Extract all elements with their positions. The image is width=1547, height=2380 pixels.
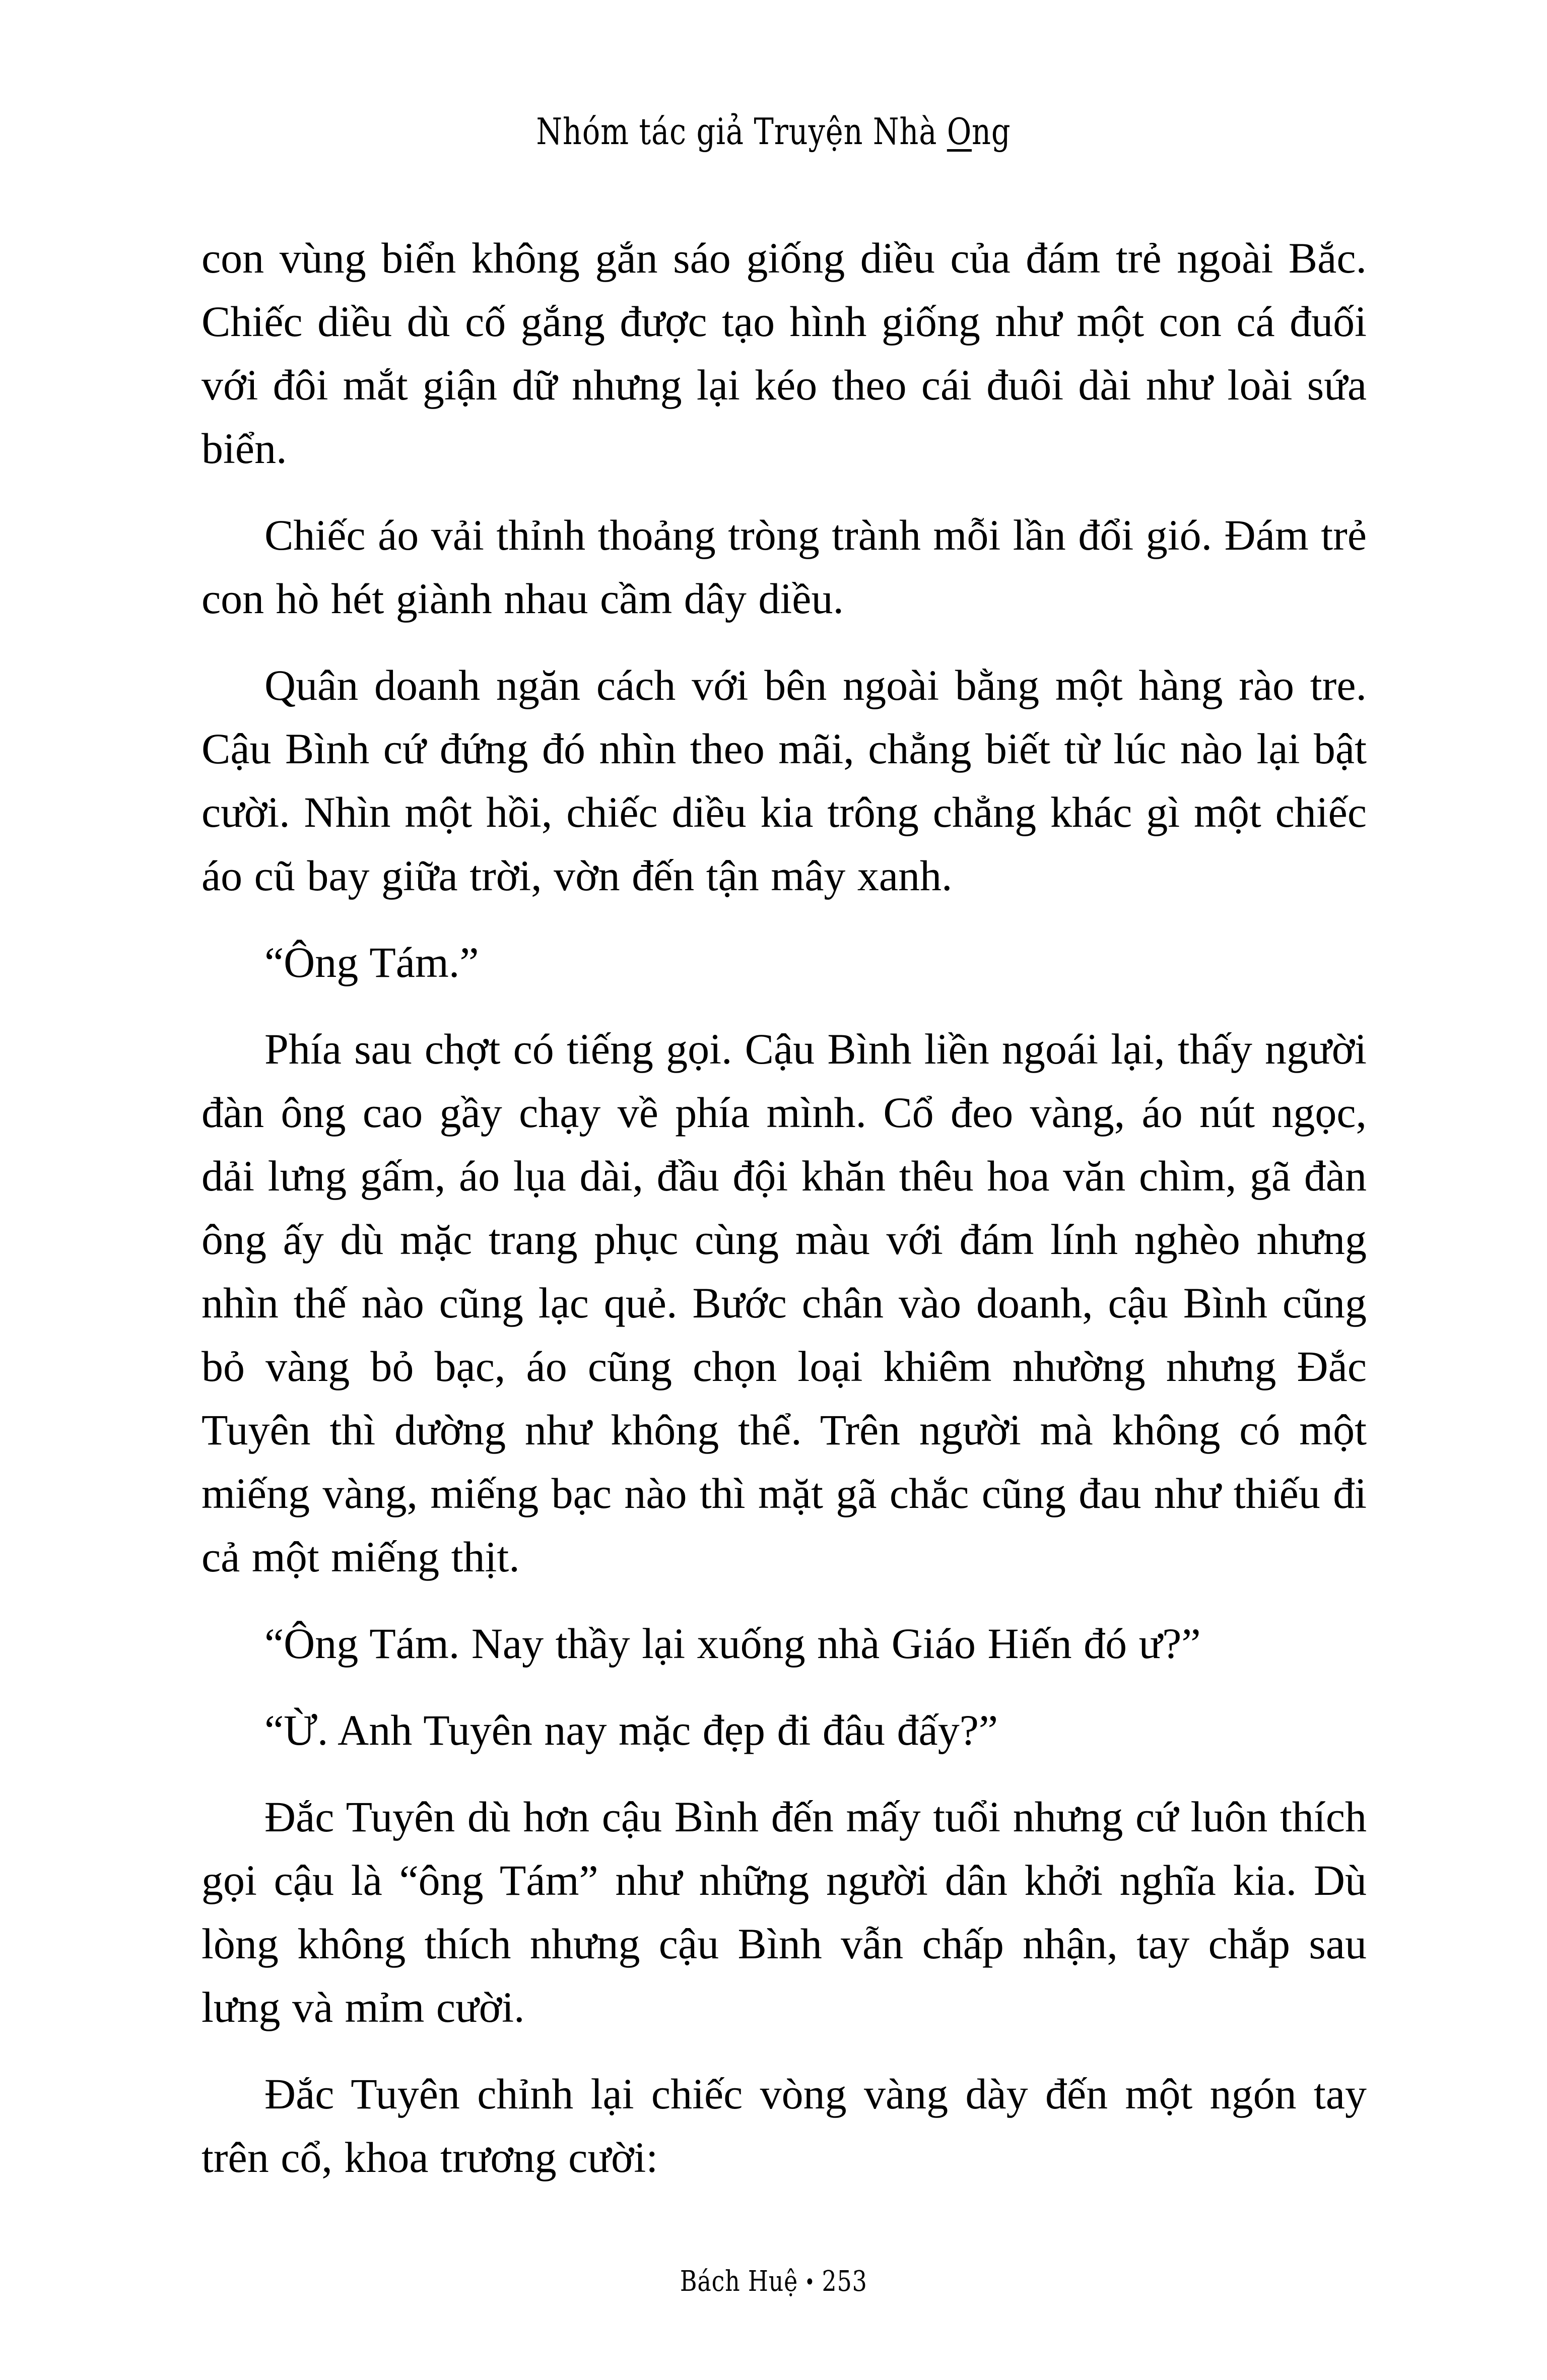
running-header-text	[536, 112, 1011, 152]
separator-dot: •	[804, 2269, 816, 2294]
paragraph-4-dialogue: “Ông Tám.”	[264, 938, 479, 986]
running-header-suffix: ng	[972, 110, 1011, 153]
paragraph-5: Phía sau chợt có tiếng gọi. Cậu Bình liền ngoái lại, thấy người đàn ông cao gầy chạy về phía mình. Cổ đeo vàng, áo nút ngọc, dải lưng gấm, áo lụa dài, đầu đội khăn thêu hoa văn chìm, gã đàn ông ấy dù mặc trang phục cùng màu với đám lính nghèo nhưng nhìn thế nào cũng lạc quẻ. Bước chân vào doanh, cậu Bình cũng bỏ vàng bỏ bạc, áo cũng chọn loại khiêm nhường nhưng Đắc Tuyên thì dường như không thể. Trên người mà không có một miếng vàng, miếng bạc nào thì mặt gã chắc cũng đau như thiếu đi cả một miếng thịt.	[201, 1025, 1367, 1581]
running-header-ornament-letter: O	[947, 110, 972, 153]
paragraph-1: con vùng biển không gắn sáo giống diều của đám trẻ ngoài Bắc. Chiếc diều dù cố gắng được tạo hình giống như một con cá đuối với đôi mắt giận dữ nhưng lại kéo theo cái đuôi dài như loài sứa biển.	[201, 234, 1367, 473]
page-body	[201, 226, 1367, 2189]
running-header-prefix: Nhóm tác giả Truyện Nhà	[536, 110, 947, 153]
page-footer-text	[680, 2266, 867, 2297]
paragraph-9: Đắc Tuyên chỉnh lại chiếc vòng vàng dày đến một ngón tay trên cổ, khoa trương cười:	[201, 2070, 1367, 2181]
paragraph-7-dialogue: “Ừ. Anh Tuyên nay mặc đẹp đi đâu đấy?”	[264, 1706, 998, 1754]
book-title: Bách Huệ	[680, 2265, 798, 2298]
paragraph-6-dialogue: “Ông Tám. Nay thầy lại xuống nhà Giáo Hiến đó ư?”	[264, 1619, 1201, 1668]
page-number: 253	[822, 2265, 867, 2298]
running-header	[0, 112, 1547, 152]
paragraph-3: Quân doanh ngăn cách với bên ngoài bằng một hàng rào tre. Cậu Bình cứ đứng đó nhìn theo mãi, chẳng biết từ lúc nào lại bật cười. Nhìn một hồi, chiếc diều kia trông chẳng khác gì một chiếc áo cũ bay giữa trời, vờn đến tận mây xanh.	[201, 661, 1367, 900]
page-footer	[0, 2266, 1547, 2297]
paragraph-2: Chiếc áo vải thỉnh thoảng tròng trành mỗi lần đổi gió. Đám trẻ con hò hét giành nhau cầm dây diều.	[201, 511, 1367, 623]
paragraph-8: Đắc Tuyên dù hơn cậu Bình đến mấy tuổi nhưng cứ luôn thích gọi cậu là “ông Tám” như những người dân khởi nghĩa kia. Dù lòng không thích nhưng cậu Bình vẫn chấp nhận, tay chắp sau lưng và mỉm cười.	[201, 1793, 1367, 2031]
